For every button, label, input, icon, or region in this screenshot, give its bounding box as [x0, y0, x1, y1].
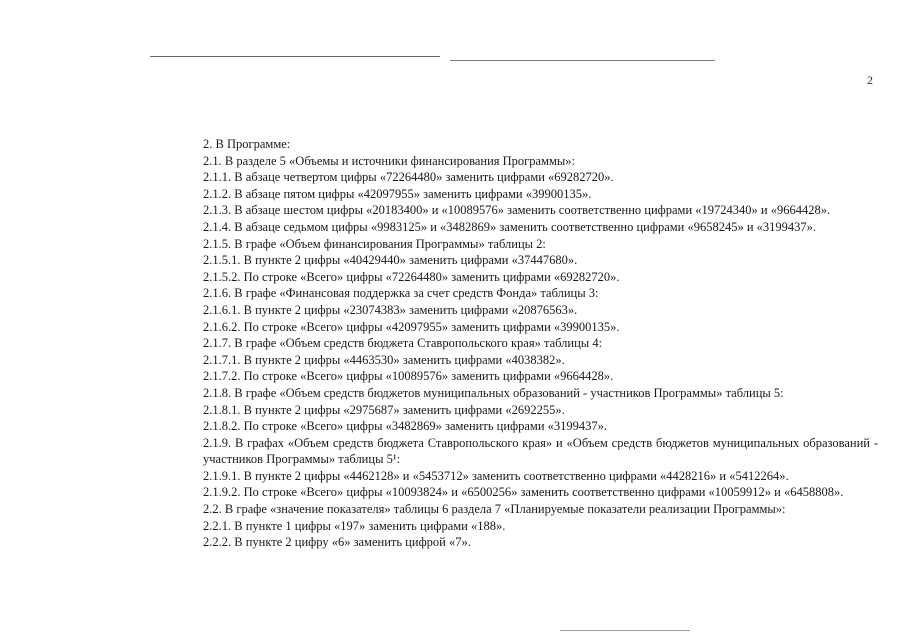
document-body	[183, 136, 878, 551]
paragraph-line: 2.1.7. В графе «Объем средств бюджета Ставропольского края» таблицы 4:	[203, 336, 603, 351]
paragraph-line: 2.1.6. В графе «Финансовая поддержка за счет средств Фонда» таблицы 3:	[203, 286, 599, 301]
paragraph-line: 2.1.7.1. В пункте 2 цифры «4463530» заменить цифрами «4038382».	[203, 352, 565, 367]
paragraph-line: 2.1.7.2. По строке «Всего» цифры «10089576» заменить цифрами «9664428».	[203, 369, 614, 384]
paragraph-line: 2.1.1. В абзаце четвертом цифры «72264480» заменить цифрами «69282720».	[203, 170, 614, 185]
paragraph-line: 2.1.9. В графах «Объем средств бюджета Ставропольского края» и «Объем средств бюджетов муниципальных образований - участников Программы» таблицы 5¹:	[203, 435, 878, 467]
paragraph-line: 2.1.4. В абзаце седьмом цифры «9983125» и «3482869» заменить соответственно цифрами «9658245» и «3199437».	[203, 219, 817, 234]
paragraph-line: 2.2.2. В пункте 2 цифру «6» заменить цифрой «7».	[203, 535, 471, 550]
paragraph-line: 2.1.3. В абзаце шестом цифры «20183400» и «10089576» заменить соответственно цифрами «19724340» и «9664428».	[203, 203, 831, 218]
paragraph-line: 2.2. В графе «значение показателя» таблицы 6 раздела 7 «Планируемые показатели реализации Программы»:	[203, 502, 786, 517]
header-rule-right	[450, 60, 715, 61]
paragraph-line: 2.1.6.2. По строке «Всего» цифры «42097955» заменить цифрами «39900135».	[203, 319, 620, 334]
paragraph-line: 2.1.8.2. По строке «Всего» цифры «3482869» заменить цифрами «3199437».	[203, 419, 608, 434]
paragraph-line: 2.1.8.1. В пункте 2 цифры «2975687» заменить цифрами «2692255».	[203, 402, 565, 417]
footer-rule	[560, 630, 690, 631]
paragraph-line: 2.1.9.2. По строке «Всего» цифры «10093824» и «6500256» заменить соответственно цифрами «10059912» и «6458808».	[203, 485, 844, 500]
paragraph-line: 2.1. В разделе 5 «Объемы и источники финансирования Программы»:	[203, 153, 576, 168]
paragraph-line: 2.1.6.1. В пункте 2 цифры «23074383» заменить цифрами «20876563».	[203, 302, 578, 317]
paragraph-line: 2.1.9.1. В пункте 2 цифры «4462128» и «5453712» заменить соответственно цифрами «4428216» и «5412264».	[203, 468, 789, 483]
paragraph-line: 2.1.5. В графе «Объем финансирования Программы» таблицы 2:	[203, 236, 546, 251]
paragraph-line: 2.2.1. В пункте 1 цифры «197» заменить цифрами «188».	[203, 518, 506, 533]
paragraph-line: 2.1.5.2. По строке «Всего» цифры «72264480» заменить цифрами «69282720».	[203, 269, 620, 284]
header-rule-left	[150, 56, 440, 57]
paragraph-line: 2. В Программе:	[203, 137, 291, 151]
paragraph-line: 2.1.5.1. В пункте 2 цифры «40429440» заменить цифрами «37447680».	[203, 253, 578, 268]
page-number: 2	[867, 73, 873, 87]
paragraph-line: 2.1.8. В графе «Объем средств бюджетов муниципальных образований - участников Программы» таблицы 5:	[203, 385, 784, 400]
paragraph-line: 2.1.2. В абзаце пятом цифры «42097955» заменить цифрами «39900135».	[203, 186, 592, 201]
